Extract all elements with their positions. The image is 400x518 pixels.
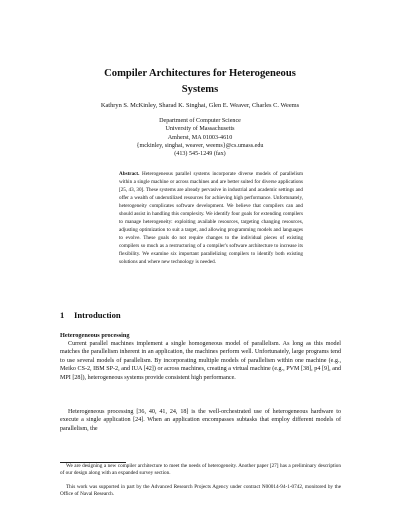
subsection-heading: Heterogeneous processing: [60, 332, 130, 339]
abstract-label: Abstract.: [119, 171, 140, 177]
fax-number: (413) 545-1249 (fax): [174, 151, 226, 158]
city-address: Amherst, MA 01003-4610: [167, 134, 233, 141]
department: Department of Computer Science: [159, 118, 241, 124]
footnote-1: We are designing a new compiler architecture to meet the needs of heterogeneity. Another paper [27] has a preliminary description of our design along with an expanded survey section.: [60, 463, 341, 477]
author-list: Kathryn S. McKinley, Sharad K. Singhai, Glen E. Weaver, Charles C. Weems: [100, 102, 300, 109]
section-number: 1: [60, 310, 65, 320]
email-address: {mckinley, singhai, weaver, weems}@cs.umass.edu: [136, 142, 264, 149]
title-line-1: Compiler Architectures for Heterogeneous: [104, 68, 296, 79]
section-title: Introduction: [74, 310, 121, 320]
section-heading: [60, 310, 121, 320]
paper-title: [60, 66, 340, 98]
abstract: [119, 170, 303, 266]
university: University of Massachusetts: [165, 126, 235, 133]
footnote-2: This work was supported in part by the Advanced Research Projects Agency under contract N00014-94-1-0742, monitored by the Office of Naval Research.: [60, 484, 341, 498]
body-paragraph-1: Current parallel machines implement a single homogeneous model of parallelism. As long as this model matches the parallelism inherent in an application, the machines perform well. Unfortunately, large programs tend to use several models of parallelism. By incorporating multiple models of parallelism within one machine (e.g., Meiko CS-2, IBM SP-2, and IUA [42]) or across machines, creating a virtual machine (e.g., PVM [38], p4 [9], and MPI [28]), heterogeneous systems provide consistent high performance.: [60, 341, 341, 381]
affiliation-block: [80, 117, 320, 158]
body-paragraph-2: Heterogeneous processing [36, 40, 41, 24, 18] is the well-orchestrated use of heterogeneous hardware to execute a single application [24]. When an application encompasses subtasks that employ different models of parallelism, the: [60, 409, 341, 432]
abstract-text: Heterogeneous parallel systems incorporate diverse models of parallelism within a single machine or across machines and are better suited for diverse applications [25, 43, 30]. These systems are already pervasive in industrial and academic settings and offer a wealth of underutilized resources for achieving high performance. Unfortunately, heterogeneity complicates software development. We believe that compilers can and should assist in handling this complexity. We identify four goals for extending compilers to manage heterogeneity: exploiting available resources, targeting changing resources, adjusting optimization to suit a target, and allowing programming models and languages to evolve. These goals do not require changes to the individual pieces of existing compilers so much as a restructuring of a compiler's software architecture to increase its flexibility. We examine six important parallelizing compilers to identify both existing solutions and where new technology is needed.: [119, 171, 303, 265]
title-line-2: Systems: [181, 84, 219, 95]
